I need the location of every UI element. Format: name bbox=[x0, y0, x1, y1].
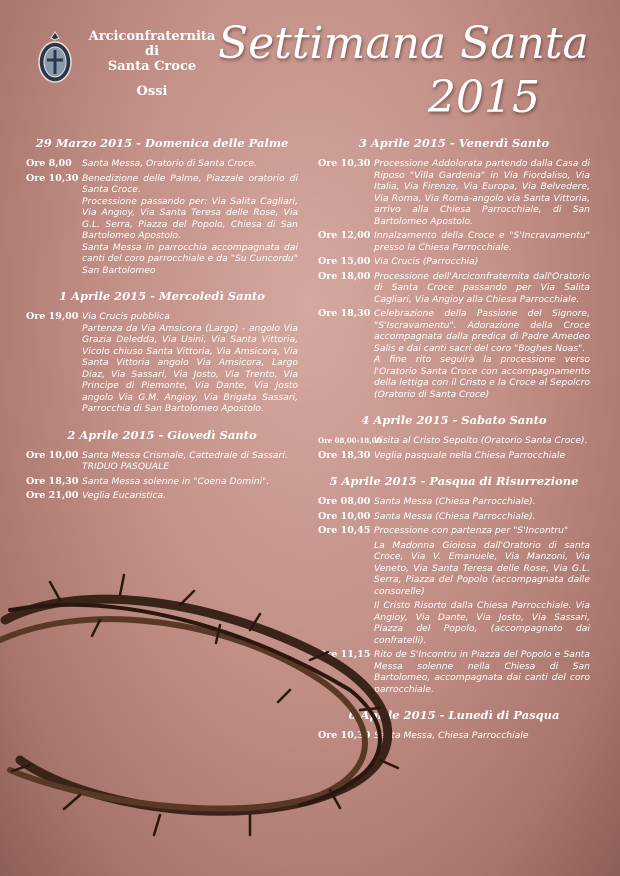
event-row: Ore 18,30 Veglia pasquale nella Chiesa Parrocchiale bbox=[318, 449, 566, 461]
event-row: Ore 10,30 Processione Addolorata partendo dalla Casa di Riposo "Villa Gardenia" in Via Fiordaliso, Via Italia, Via Firenze, Via Europa, Via Belvedere, Via Roma, Via Roma-angolo via Santa Vittoria, arrivo alla Chiesa Parrocchiale, di San Bartolomeo Apostolo. bbox=[318, 158, 590, 227]
town-name: Ossi bbox=[136, 84, 168, 99]
event-row: Il Cristo Risorto dalla Chiesa Parrocchiale. Via Angioy, Via Dante, Via Josto, Via Sassari, Piazza del Popolo, (accompagnato dai confratelli). bbox=[374, 600, 590, 646]
day-section bbox=[26, 136, 298, 276]
day-heading: 4 Aprile 2015 - Sabato Santo bbox=[361, 413, 547, 427]
page-year: 2015 bbox=[428, 72, 540, 123]
event-row: Ore 08,00-18,00 Visita al Cristo Sepolto (Oratorio Santa Croce). bbox=[318, 435, 588, 446]
event-row: Ore 21,00 Veglia Eucaristica. bbox=[26, 490, 167, 501]
event-row: Ore 08,00 Santa Messa (Chiesa Parrocchiale). bbox=[318, 496, 536, 507]
event-row: Ore 10,30 Santa Messa, Chiesa Parrocchiale bbox=[318, 730, 529, 741]
day-heading: 3 Aprile 2015 - Venerdì Santo bbox=[358, 136, 550, 150]
event-row: Ore 12,00 Innalzamento della Croce e "S'Incravamentu" presso la Chiesa Parrocchiale. bbox=[318, 230, 590, 253]
day-heading: 29 Marzo 2015 - Domenica delle Palme bbox=[35, 136, 289, 150]
event-row: Ore 18,00 Processione dell'Arciconfraternita dall'Oratorio di Santa Croce passando per Via Salita Cagliari, Via Angioy alla Chiesa Parrocchiale. bbox=[318, 270, 590, 305]
event-row: Ore 19,00 Via Crucis pubblica Partenza da Via Amsicora (Largo) - angolo Via Grazia Deledda, Via Usini, Via Santa Vittoria, Vicolo chiuso Santa Vittoria, Via Amsicora, Via Santa Vittoria angolo Via Amsicora, Largo Diaz, Via Sassari, Via Josto, Via Trento, Via Principe di Piemonte, Via Dante, Via Josto angolo Via G.M. Angioy, Via Brigata Sassari, Parrocchia di San Bartolomeo Apostolo. bbox=[26, 311, 298, 414]
confraternity-crest-icon bbox=[36, 30, 74, 86]
day-heading: 1 Aprile 2015 - Mercoledì Santo bbox=[59, 289, 265, 303]
left-column bbox=[26, 136, 298, 505]
day-heading: 6 Aprile 2015 - Lunedì di Pasqua bbox=[348, 708, 560, 722]
event-row: Ore 10,45 Processione con partenza per "S'Incontru" bbox=[318, 525, 569, 536]
day-heading: 2 Aprile 2015 - Giovedì Santo bbox=[67, 427, 257, 442]
page-title: Settimana Santa bbox=[218, 18, 589, 69]
day-section bbox=[26, 289, 298, 415]
event-row: Ore 10,00 Santa Messa Crismale, Cattedrale di Sassari. TRIDUO PASQUALE bbox=[26, 449, 288, 472]
event-row: Ore 15,00 Via Crucis (Parrocchia) bbox=[318, 256, 479, 267]
event-row: Ore 18,30 Santa Messa solenne in "Coena Domini". bbox=[26, 475, 270, 487]
day-heading: 5 Aprile 2015 - Pasqua di Risurrezione bbox=[329, 474, 579, 488]
event-row: Ore 10,00 Santa Messa (Chiesa Parrocchiale). bbox=[318, 510, 536, 522]
crown-of-thorns-icon bbox=[0, 560, 420, 876]
day-section bbox=[26, 428, 298, 502]
event-row: Ore 8,00 Santa Messa, Oratorio di Santa Croce. bbox=[26, 158, 257, 169]
day-section bbox=[318, 136, 590, 400]
event-row: La Madonna Gioiosa dall'Oratorio di santa Croce, Via V. Emanuele, Via Manzoni, Via Veneto, Via Santa Teresa delle Rose, Via G.L. Serra, Piazza del Popolo (accompagnata dalle consorelle) bbox=[374, 539, 590, 597]
organization-name: Arciconfraternita di Santa Croce Ossi bbox=[82, 29, 222, 99]
event-row: Ore 18,30 Celebrazione della Passione del Signore, "S'Iscravamentu". Adorazione della Croce accompagnata dalla predica di Padre Amedeo Salis e dai canti sacri del coro "Boghes Noas". A fine rito seguirà la processione verso l'Oratorio Santa Croce con accompagnamento della lettiga con il Cristo e la Croce al Sepolcro (Oratorio di Santa Croce) bbox=[318, 308, 590, 400]
event-row: Ore 11,15 Rito de S'Incontru in Piazza del Popolo e Santa Messa solenne nella Chiesa di San Bartolomeo, accompagnata dai canti del coro parrocchiale. bbox=[318, 649, 590, 695]
day-section bbox=[318, 413, 590, 461]
event-row: Ore 10,30 Benedizione delle Palme, Piazzale oratorio di Santa Croce. Processione passando per: Via Salita Cagliari, Via Angioy, Via Santa Teresa delle Rose, Via G.L. Serra, Piazza del Popolo, Chiesa di San Bartolomeo Apostolo. Santa Messa in parrocchia accompagnata dai canti del coro parrocchiale e da "Su Cuncordu" San Bartolomeo bbox=[26, 172, 298, 276]
